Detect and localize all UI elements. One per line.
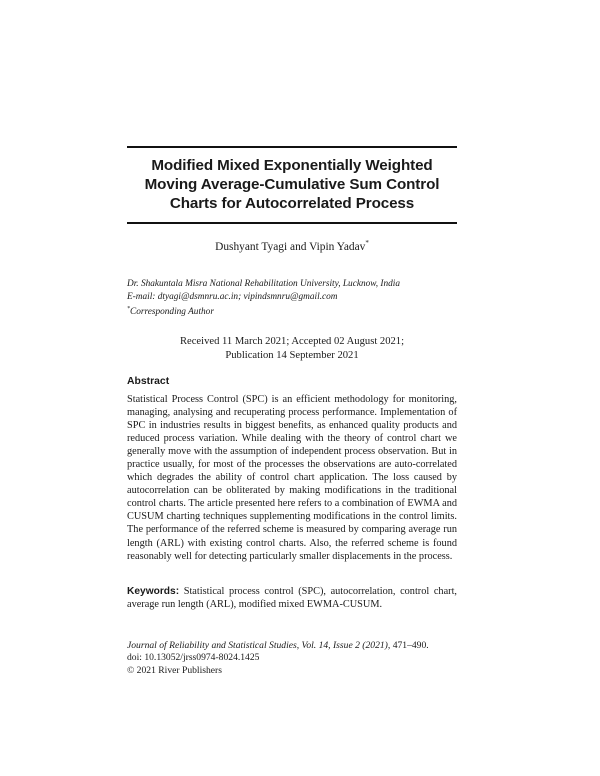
keywords-label: Keywords: bbox=[127, 586, 180, 597]
title-line-1: Modified Mixed Exponentially Weighted bbox=[151, 157, 433, 174]
affiliation-corresponding bbox=[127, 303, 457, 319]
copyright: © 2021 River Publishers bbox=[127, 664, 222, 676]
corresponding-label: Corresponding Author bbox=[130, 307, 214, 318]
dates-publication: Publication 14 September 2021 bbox=[225, 349, 359, 361]
keywords-block bbox=[127, 585, 457, 611]
title-top-rule bbox=[127, 146, 457, 148]
keywords-text: Statistical process control (SPC), autocorrelation, control chart, average run length (ARL), modified mixed EWMA-CUSUM. bbox=[127, 586, 458, 611]
publication-dates bbox=[127, 335, 457, 362]
dates-received-accepted: Received 11 March 2021; Accepted 02 August 2021; bbox=[179, 336, 405, 347]
abstract-body: Statistical Process Control (SPC) is an efficient methodology for monitoring, managing, analysing and recuperating process performance. Implementation of SPC in industries results in biggest benefits, as enhanced quality products and reduced process variation. While dealing with the theory of control chart we generally move with the assumption of independent process observation. But in practice usually, for most of the processes the observations are auto-correlated which degrades the ability of control chart application. The loss caused by autocorrelation can be obliterated by making modifications in the traditional control charts. The article presented here refers to a combination of EWMA and CUSUM charting techniques supplementing modifications in the control limits. The performance of the referred scheme is measured by comparing average run length (ARL) with existing control charts. Also, the referred scheme is found reasonably well for detecting particularly smaller displacements in the process. bbox=[127, 394, 457, 562]
journal-pages: 471–490. bbox=[392, 640, 429, 651]
affiliation-block bbox=[127, 278, 457, 319]
doi: doi: 10.13052/jrss0974-8024.1425 bbox=[127, 652, 260, 664]
journal-name: Journal of Reliability and Statistical Studies, Vol. 14, Issue 2 (2021), bbox=[127, 640, 391, 651]
title-bottom-rule bbox=[127, 222, 457, 224]
abstract-heading: Abstract bbox=[127, 376, 170, 387]
corresponding-marker: * bbox=[127, 306, 130, 313]
journal-footer bbox=[127, 640, 457, 677]
journal-citation bbox=[127, 640, 457, 652]
affiliation-institution: Dr. Shakuntala Misra National Rehabilitation University, Lucknow, India bbox=[127, 279, 401, 289]
corresponding-author-marker: * bbox=[365, 239, 369, 247]
title-line-2: Moving Average-Cumulative Sum Control bbox=[144, 176, 440, 193]
paper-title bbox=[127, 156, 457, 213]
affiliation-email: E-mail: dtyagi@dsmnru.ac.in; vipindsmnru@gmail.com bbox=[127, 291, 338, 302]
author-list bbox=[127, 236, 457, 254]
title-line-3: Charts for Autocorrelated Process bbox=[169, 195, 415, 212]
author-names: Dushyant Tyagi and Vipin Yadav bbox=[215, 240, 366, 253]
